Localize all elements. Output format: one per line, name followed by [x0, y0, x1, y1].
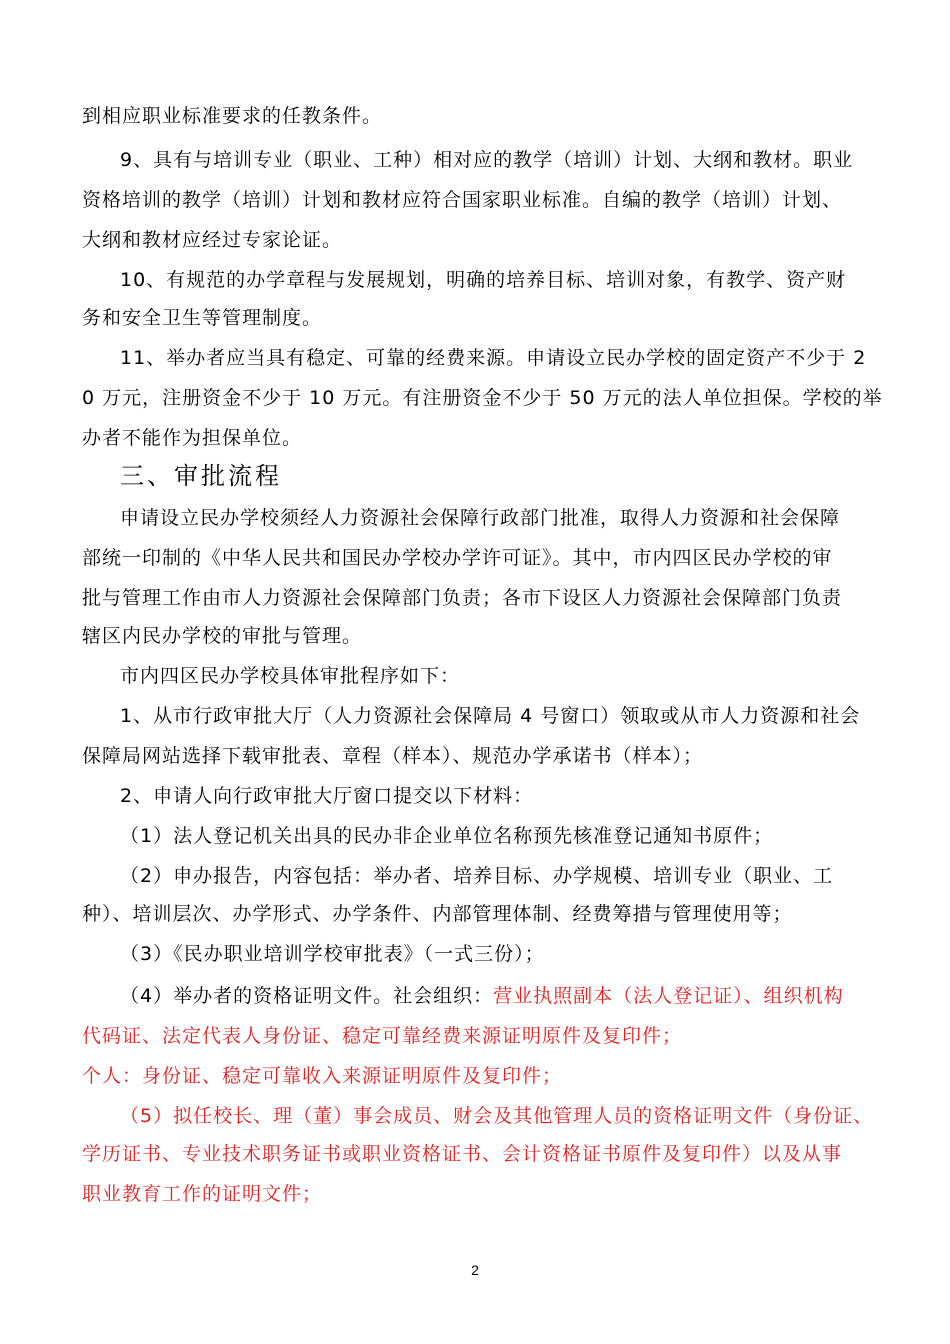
text-line: 市内四区民办学校具体审批程序如下：	[120, 665, 461, 687]
text-line: 1、从市行政审批大厅（人力资源社会保障局 4 号窗口）领取或从市人力资源和社会	[120, 705, 861, 727]
text-line: 部统一印制的《中华人民共和国民办学校办学许可证》。其中，市内四区民办学校的审	[82, 547, 833, 569]
text-line: （3）《民办职业培训学校审批表》（一式三份）；	[120, 943, 545, 965]
text-line: 批与管理工作由市人力资源社会保障部门负责；各市下设区人力资源社会保障部门负责	[82, 587, 843, 609]
highlighted-text-line: 个人：身份证、稳定可靠收入来源证明原件及复印件；	[82, 1065, 563, 1087]
text-line: 2、申请人向行政审批大厅窗口提交以下材料：	[120, 785, 534, 807]
highlighted-text-line: 职业教育工作的证明文件；	[82, 1183, 323, 1205]
text-line: 保障局网站选择下载审批表、章程（样本）、规范办学承诺书（样本）；	[82, 745, 704, 767]
text-segment: （4）举办者的资格证明文件。社会组织：	[120, 985, 494, 1007]
text-line: 务和安全卫生等管理制度。	[82, 307, 323, 329]
highlighted-text-line: （5）拟任校长、理（董）事会成员、财会及其他管理人员的资格证明文件（身份证、	[120, 1105, 874, 1127]
text-line: （2）申办报告，内容包括：举办者、培养目标、办学规模、培训专业（职业、工	[120, 865, 834, 887]
text-line: 办者不能作为担保单位。	[82, 427, 303, 449]
highlighted-text-line: 学历证书、专业技术职务证书或职业资格证书、会计资格证书原件及复印件）以及从事	[82, 1143, 843, 1165]
text-line: （1）法人登记机关出具的民办非企业单位名称预先核准登记通知书原件；	[120, 825, 774, 847]
text-line: 到相应职业标准要求的任教条件。	[82, 105, 383, 127]
page-number: 2	[471, 1262, 479, 1278]
text-line-mixed	[120, 984, 950, 1008]
text-line: 申请设立民办学校须经人力资源社会保障行政部门批准，取得人力资源和社会保障	[120, 507, 841, 529]
text-line: 0 万元，注册资金不少于 10 万元。有注册资金不少于 50 万元的法人单位担保。学校的举	[82, 387, 883, 409]
text-line: 资格培训的教学（培训）计划和教材应符合国家职业标准。自编的教学（培训）计划、	[82, 189, 843, 211]
text-line: 大纲和教材应经过专家论证。	[82, 229, 343, 251]
text-line: 11、举办者应当具有稳定、可靠的经费来源。申请设立民办学校的固定资产不少于 2	[120, 347, 867, 369]
text-line: 9、具有与培训专业（职业、工种）相对应的教学（培训）计划、大纲和教材。职业	[120, 149, 854, 171]
text-line: 辖区内民办学校的审批与管理。	[82, 625, 363, 647]
section-heading: 三、审批流程	[120, 462, 282, 490]
highlighted-text-line: 代码证、法定代表人身份证、稳定可靠经费来源证明原件及复印件；	[82, 1025, 683, 1047]
text-line: 10、有规范的办学章程与发展规划，明确的培养目标、培训对象，有教学、资产财	[120, 269, 847, 291]
text-line: 种）、培训层次、办学形式、办学条件、内部管理体制、经费筹措与管理使用等；	[82, 903, 793, 925]
highlighted-text-segment: 营业执照副本（法人登记证）、组织机构	[493, 985, 844, 1007]
